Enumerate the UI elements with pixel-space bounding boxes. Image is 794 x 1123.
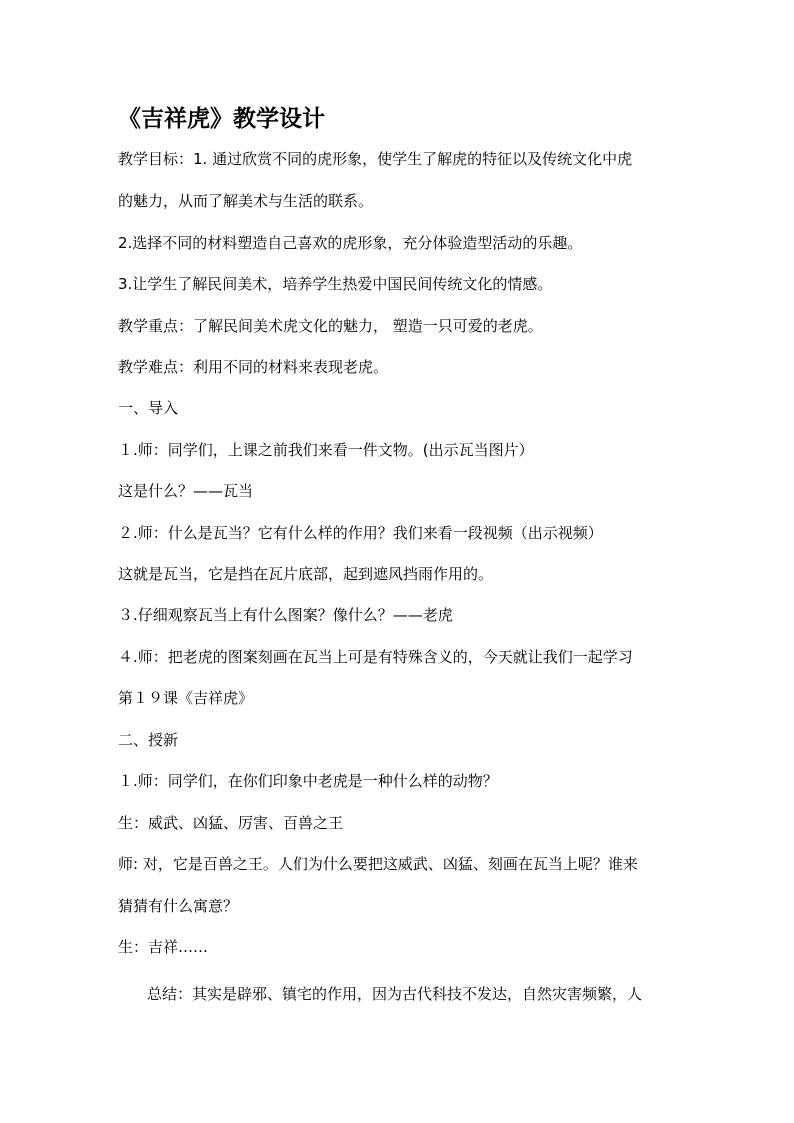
body-line-intro-7: 第１９课《吉祥虎》 bbox=[118, 689, 254, 707]
body-line-objectives-2: 的魅力，从而了解美术与生活的联系。 bbox=[118, 192, 374, 210]
body-line-key-points: 教学重点：了解民间美术虎文化的魅力， 塑造一只可爱的老虎。 bbox=[118, 317, 543, 335]
document-title: 《吉祥虎》教学设计 bbox=[118, 105, 325, 132]
body-line-lesson-3: 师: 对，它是百兽之王。人们为什么要把这威武、凶猛、刻画在瓦当上呢？谁来 bbox=[118, 855, 638, 873]
body-line-intro-2: 这是什么？——瓦当 bbox=[118, 482, 254, 500]
body-line-lesson-5: 生：吉祥…… bbox=[118, 938, 209, 956]
body-line-lesson-4: 猜猜有什么寓意？ bbox=[118, 897, 239, 915]
body-line-objectives-4: 3.让学生了解民间美术，培养学生热爱中国民间传统文化的情感。 bbox=[118, 275, 553, 293]
section-heading-introduction: 一、导入 bbox=[118, 399, 179, 417]
body-line-intro-6: ４.师：把老虎的图案刻画在瓦当上可是有特殊含义的，今天就让我们一起学习 bbox=[118, 648, 633, 666]
body-line-intro-4: 这就是瓦当，它是挡在瓦片底部，起到遮风挡雨作用的。 bbox=[118, 565, 494, 583]
body-line-lesson-1: １.师：同学们，在你们印象中老虎是一种什么样的动物？ bbox=[118, 772, 498, 790]
body-line-lesson-2: 生：威武、凶猛、厉害、百兽之王 bbox=[118, 814, 344, 832]
body-line-difficulties: 教学难点：利用不同的材料来表现老虎。 bbox=[118, 358, 389, 376]
body-line-intro-5: ３.仔细观察瓦当上有什么图案？像什么？——老虎 bbox=[118, 606, 453, 624]
body-line-objectives-1: 教学目标：1. 通过欣赏不同的虎形象，使学生了解虎的特征以及传统文化中虎 bbox=[118, 150, 633, 168]
body-line-summary: 总结：其实是辟邪、镇宅的作用，因为古代科技不发达，自然灾害频繁，人 bbox=[147, 985, 643, 1003]
body-line-intro-1: １.师：同学们，上课之前我们来看一件文物。(出示瓦当图片） bbox=[118, 441, 534, 459]
body-line-intro-3: ２.师：什么是瓦当？它有什么样的作用？我们来看一段视频（出示视频） bbox=[118, 524, 603, 542]
body-line-objectives-3: 2.选择不同的材料塑造自己喜欢的虎形象，充分体验造型活动的乐趣。 bbox=[118, 234, 583, 252]
section-heading-new-lesson: 二、授新 bbox=[118, 731, 179, 749]
